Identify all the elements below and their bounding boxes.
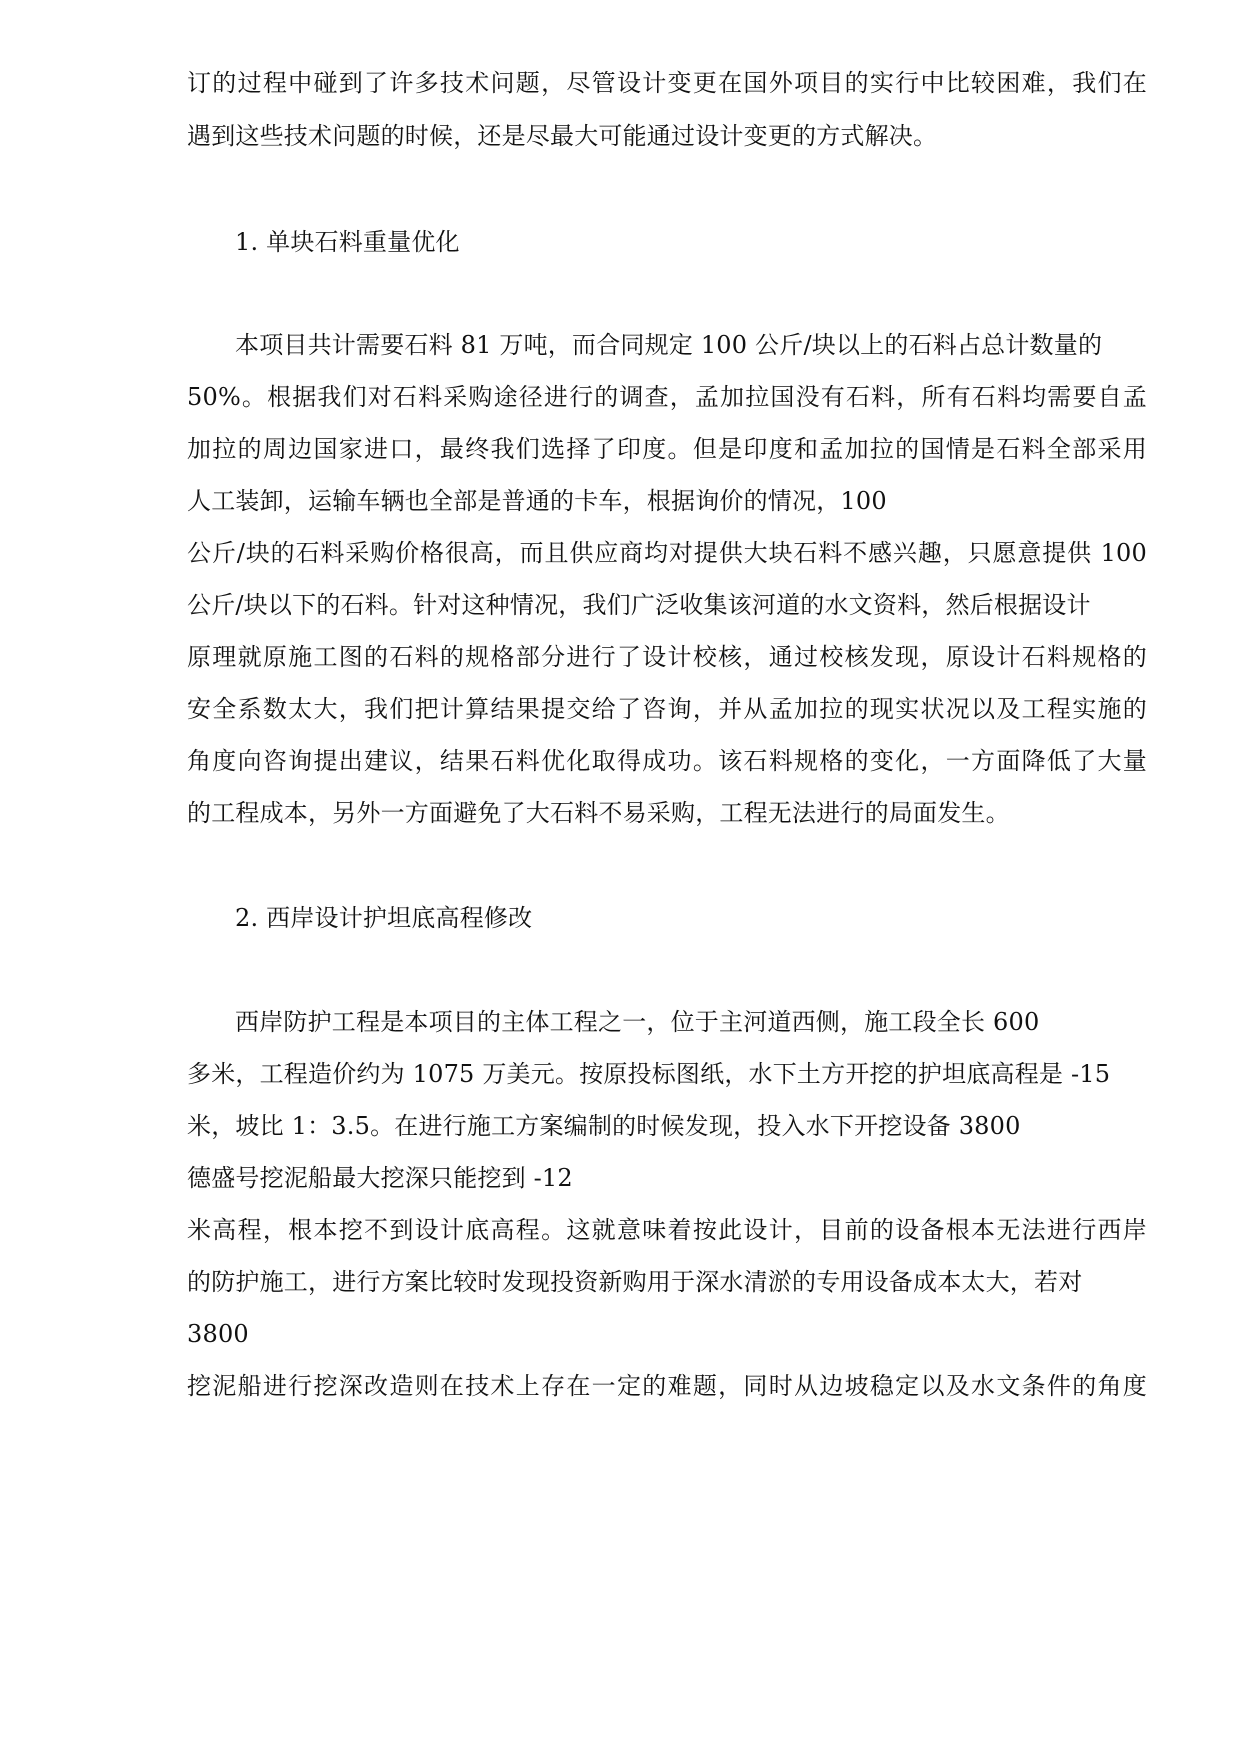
- paragraph-line: 50%。根据我们对石料采购途径进行的调查，孟加拉国没有石料，所有石料均需要自孟: [187, 383, 1147, 411]
- paragraph-line: 德盛号挖泥船最大挖深只能挖到 -12: [187, 1164, 573, 1192]
- paragraph-line: 多米，工程造价约为 1075 万美元。按原投标图纸，水下土方开挖的护坦底高程是 -15: [187, 1060, 1111, 1088]
- section-heading: 2. 西岸设计护坦底高程修改: [235, 904, 533, 932]
- paragraph-line: 角度向咨询提出建议，结果石料优化取得成功。该石料规格的变化，一方面降低了大量: [187, 747, 1147, 775]
- paragraph-line: 订的过程中碰到了许多技术问题，尽管设计变更在国外项目的实行中比较困难，我们在: [187, 69, 1147, 97]
- paragraph-line: 原理就原施工图的石料的规格部分进行了设计校核，通过校核发现，原设计石料规格的: [187, 643, 1147, 671]
- paragraph-line: 的防护施工，进行方案比较时发现投资新购用于深水清淤的专用设备成本太大，若对: [187, 1268, 1083, 1296]
- paragraph-line: 本项目共计需要石料 81 万吨，而合同规定 100 公斤/块以上的石料占总计数量的: [235, 331, 1103, 359]
- section-heading: 1. 单块石料重量优化: [235, 228, 460, 256]
- paragraph-line: 挖泥船进行挖深改造则在技术上存在一定的难题，同时从边坡稳定以及水文条件的角度: [187, 1372, 1147, 1400]
- paragraph-line: 公斤/块的石料采购价格很高，而且供应商均对提供大块石料不感兴趣，只愿意提供 100: [187, 539, 1147, 567]
- paragraph-line: 西岸防护工程是本项目的主体工程之一，位于主河道西侧，施工段全长 600: [235, 1008, 1040, 1036]
- paragraph-line: 遇到这些技术问题的时候，还是尽最大可能通过设计变更的方式解决。: [187, 122, 938, 150]
- paragraph-line: 人工装卸，运输车辆也全部是普通的卡车，根据询价的情况，100: [187, 487, 887, 515]
- paragraph-line: 安全系数太大，我们把计算结果提交给了咨询，并从孟加拉的现实状况以及工程实施的: [187, 695, 1147, 723]
- paragraph-line: 米高程，根本挖不到设计底高程。这就意味着按此设计，目前的设备根本无法进行西岸: [187, 1216, 1147, 1244]
- paragraph-line: 的工程成本，另外一方面避免了大石料不易采购，工程无法进行的局面发生。: [187, 799, 1010, 827]
- paragraph-line: 米，坡比 1：3.5。在进行施工方案编制的时候发现，投入水下开挖设备 3800: [187, 1112, 1021, 1140]
- paragraph-line: 加拉的周边国家进口，最终我们选择了印度。但是印度和孟加拉的国情是石料全部采用: [187, 435, 1147, 463]
- paragraph-line: 3800: [187, 1320, 249, 1348]
- paragraph-line: 公斤/块以下的石料。针对这种情况，我们广泛收集该河道的水文资料，然后根据设计: [187, 591, 1091, 619]
